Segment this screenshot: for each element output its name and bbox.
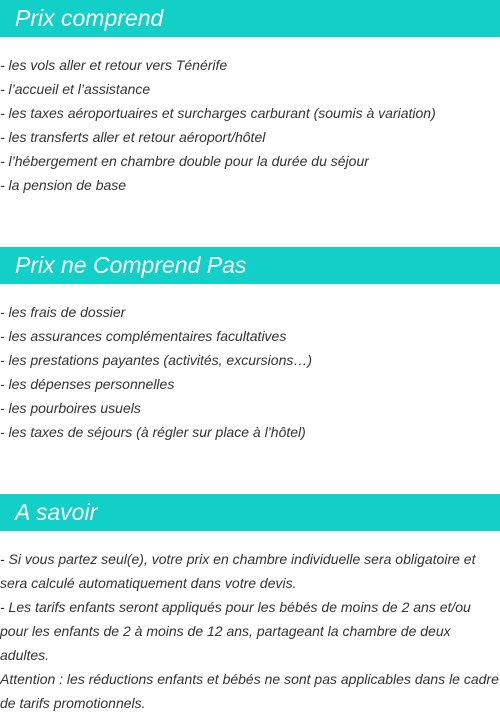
list-item: - les prestations payantes (activités, excursions…) bbox=[0, 352, 313, 368]
section-header-prix-ne-comprend-pas: Prix ne Comprend Pas bbox=[0, 247, 500, 284]
info-paragraphs bbox=[0, 547, 500, 715]
info-paragraph: - Les tarifs enfants seront appliqués pour les bébés de moins de 2 ans et/ou pour les enfants de 2 à moins de 12 ans, partageant la chambre de deux adultes. bbox=[0, 599, 471, 663]
excluded-list bbox=[0, 300, 500, 444]
section-header-prix-comprend: Prix comprend bbox=[0, 0, 500, 37]
list-item: - les vols aller et retour vers Ténérife bbox=[0, 57, 228, 73]
info-paragraph: Attention : les réductions enfants et bébés ne sont pas applicables dans le cadre de tarifs promotionnels. bbox=[0, 671, 499, 711]
list-item: - les transferts aller et retour aéroport/hôtel bbox=[0, 129, 266, 145]
list-item: - les taxes aéroportuaires et surcharges carburant (soumis à variation) bbox=[0, 105, 436, 121]
list-item: - l’accueil et l’assistance bbox=[0, 81, 151, 97]
included-list bbox=[0, 53, 500, 197]
list-item: - les taxes de séjours (à régler sur place à l’hôtel) bbox=[0, 424, 306, 440]
info-paragraph: - Si vous partez seul(e), votre prix en chambre individuelle sera obligatoire et sera calculé automatiquement dans votre devis. bbox=[0, 551, 476, 591]
section-header-a-savoir: A savoir bbox=[0, 494, 500, 531]
list-item: - les dépenses personnelles bbox=[0, 376, 175, 392]
list-item: - les assurances complémentaires facultatives bbox=[0, 328, 287, 344]
list-item: - la pension de base bbox=[0, 177, 127, 193]
list-item: - les pourboires usuels bbox=[0, 400, 141, 416]
list-item: - l’hébergement en chambre double pour la durée du séjour bbox=[0, 153, 369, 169]
list-item: - les frais de dossier bbox=[0, 304, 126, 320]
